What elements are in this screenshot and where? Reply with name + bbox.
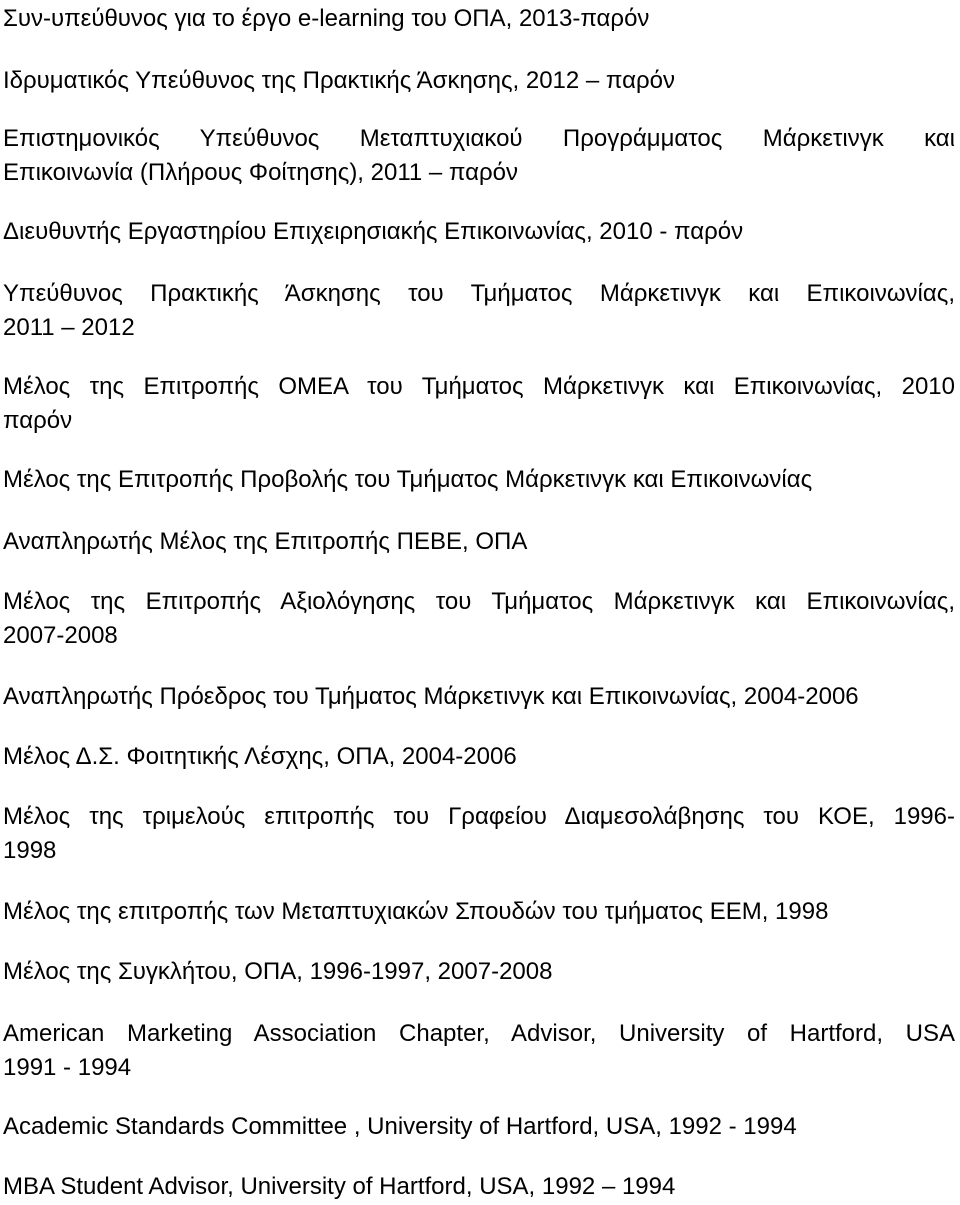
entry-line: Μέλος της τριμελούς επιτροπής του Γραφείου Διαμεσολάβησης του ΚΟΕ, 1996- <box>3 803 955 830</box>
entry-line: 2011 – 2012 <box>3 314 135 341</box>
entry-line: παρόν <box>3 407 73 434</box>
entry-mba-advisor: MBA Student Advisor, University of Hartford, USA, 1992 – 1994 <box>3 1173 676 1200</box>
entry-internship-institutional: Ιδρυματικός Υπεύθυνος της Πρακτικής Άσκησης, 2012 – παρόν <box>3 67 676 94</box>
entry-student-club: Μέλος Δ.Σ. Φοιτητικής Λέσχης, ΟΠΑ, 2004-2006 <box>3 743 517 770</box>
entry-line: Υπεύθυνος Πρακτικής Άσκησης του Τμήματος Μάρκετινγκ και Επικοινωνίας, <box>3 280 955 307</box>
entry-line: Επικοινωνία (Πλήρους Φοίτησης), 2011 – παρόν <box>3 159 519 186</box>
entry-evaluation-committee <box>3 585 955 653</box>
entry-omea-committee <box>3 370 955 438</box>
entry-postgraduate-committee: Μέλος της επιτροπής των Μεταπτυχιακών Σπουδών του τμήματος ΕΕΜ, 1998 <box>3 898 829 925</box>
entry-line: Μέλος της Επιτροπής Αξιολόγησης του Τμήματος Μάρκετινγκ και Επικοινωνίας, <box>3 588 955 615</box>
entry-internship-department <box>3 277 955 345</box>
entry-pebe-committee: Αναπληρωτής Μέλος της Επιτροπής ΠΕΒΕ, ΟΠΑ <box>3 528 528 555</box>
entry-line: American Marketing Association Chapter, Advisor, University of Hartford, USA <box>3 1020 955 1047</box>
entry-senate: Μέλος της Συγκλήτου, ΟΠΑ, 1996-1997, 2007-2008 <box>3 958 553 985</box>
entry-lab-director: Διευθυντής Εργαστηρίου Επιχειρησιακής Επικοινωνίας, 2010 - παρόν <box>3 218 744 245</box>
entry-mediation-office <box>3 800 955 868</box>
entry-deputy-chair: Αναπληρωτής Πρόεδρος του Τμήματος Μάρκετινγκ και Επικοινωνίας, 2004-2006 <box>3 683 859 710</box>
entry-line: 2007-2008 <box>3 622 118 649</box>
entry-promotion-committee: Μέλος της Επιτροπής Προβολής του Τμήματος Μάρκετινγκ και Επικοινωνίας <box>3 466 813 493</box>
entry-line: 1998 <box>3 837 57 864</box>
entry-elearning: Συν-υπεύθυνος για το έργο e-learning του ΟΠΑ, 2013-παρόν <box>3 5 650 32</box>
entry-postgraduate-director <box>3 122 955 190</box>
entry-line: Μέλος της Επιτροπής ΟΜΕΑ του Τμήματος Μάρκετινγκ και Επικοινωνίας, 2010 <box>3 373 955 400</box>
entry-ama-chapter <box>3 1017 955 1085</box>
entry-line: Επιστημονικός Υπεύθυνος Μεταπτυχιακού Προγράμματος Μάρκετινγκ και <box>3 125 955 152</box>
entry-line: 1991 - 1994 <box>3 1054 132 1081</box>
entry-academic-standards: Academic Standards Committee , University of Hartford, USA, 1992 - 1994 <box>3 1113 797 1140</box>
